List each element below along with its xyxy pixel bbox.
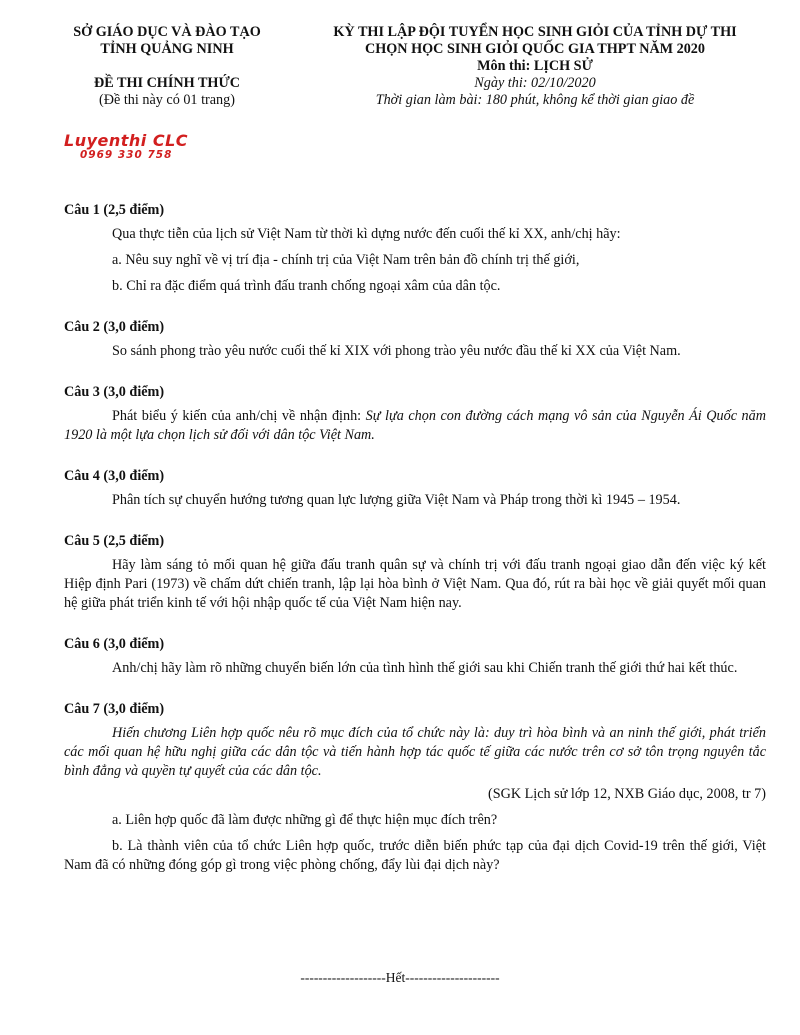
department-line-1: SỞ GIÁO DỤC VÀ ĐÀO TẠO	[73, 24, 261, 40]
header-left	[52, 24, 282, 109]
department-line-2: TỈNH QUẢNG NINH	[100, 41, 234, 57]
question-quote: Hiến chương Liên hợp quốc nêu rõ mục đích của tổ chức này là: duy trì hòa bình và an ninh thế giới, phát triển các mối quan hệ hữu nghị giữa các dân tộc và tiến hành hợp tác quốc tế giữa các nước trên cơ sở tôn trọng nguyên tắc bình đẳng và quyền tự quyết của các dân tộc.	[64, 725, 766, 779]
quote-source: (SGK Lịch sử lớp 12, NXB Giáo dục, 2008, tr 7)	[487, 786, 766, 802]
exam-title-line-1: KỲ THI LẬP ĐỘI TUYỂN HỌC SINH GIỎI CỦA TỈNH DỰ THI	[333, 24, 737, 40]
question-lead: Phát biểu ý kiến của anh/chị về nhận định:	[112, 408, 366, 424]
question-text: Hãy làm sáng tỏ mối quan hệ giữa đấu tranh quân sự và chính trị với đấu tranh ngoại giao dẫn đến việc ký kết Hiệp định Pari (1973) về chấm dứt chiến tranh, lập lại hòa bình ở Việt Nam. Qua đó, rút ra bài học về giải quyết mối quan hệ giữa phát triển kinh tế với hội nhập quốc tế của Việt Nam hiện nay.	[64, 557, 766, 611]
question-part-b: b. Là thành viên của tổ chức Liên hợp quốc, trước diễn biến phức tạp của đại dịch Covid-19 trên thế giới, Việt Nam đã có những đóng góp gì trong việc phòng chống, đẩy lùi đại dịch này?	[64, 838, 766, 873]
watermark-logo	[64, 132, 188, 161]
question-5	[64, 532, 766, 613]
question-2	[64, 318, 766, 361]
question-title: Câu 5 (2,5 điểm)	[64, 533, 165, 549]
question-text: Anh/chị hãy làm rõ những chuyển biến lớn của tình hình thế giới sau khi Chiến tranh thế giới thứ hai kết thúc.	[112, 660, 738, 676]
question-text: Qua thực tiễn của lịch sử Việt Nam từ thời kì dựng nước đến cuối thế kỉ XX, anh/chị hãy:	[112, 226, 621, 242]
official-exam-label: ĐỀ THI CHÍNH THỨC	[94, 75, 240, 91]
exam-content	[64, 201, 766, 897]
question-title: Câu 4 (3,0 điểm)	[64, 468, 165, 484]
exam-title-line-2: CHỌN HỌC SINH GIỎI QUỐC GIA THPT NĂM 2020	[364, 41, 705, 57]
end-marker: -------------------Hết---------------------	[300, 970, 500, 985]
watermark-phone: 0969 330 758	[80, 149, 173, 161]
question-6	[64, 635, 766, 678]
question-title: Câu 7 (3,0 điểm)	[64, 701, 165, 717]
question-3	[64, 383, 766, 445]
question-text	[64, 407, 766, 445]
question-title: Câu 6 (3,0 điểm)	[64, 636, 165, 652]
question-title: Câu 3 (3,0 điểm)	[64, 384, 165, 400]
exam-subject: Môn thi: LỊCH SỬ	[477, 58, 593, 74]
question-text: Phân tích sự chuyển hướng tương quan lực lượng giữa Việt Nam và Pháp trong thời kì 1945 – 1954.	[112, 492, 681, 508]
exam-duration: Thời gian làm bài: 180 phút, không kể thời gian giao đề	[375, 92, 695, 108]
question-7	[64, 700, 766, 875]
exam-date: Ngày thi: 02/10/2020	[474, 75, 596, 91]
question-1	[64, 201, 766, 296]
question-part-b: b. Chỉ ra đặc điểm quá trình đấu tranh chống ngoại xâm của dân tộc.	[112, 278, 501, 294]
pages-note: (Đề thi này có 01 trang)	[99, 92, 235, 108]
watermark-name: Luyenthi CLC	[64, 131, 189, 150]
question-part-a: a. Nêu suy nghĩ về vị trí địa - chính trị của Việt Nam trên bản đồ chính trị thế giới,	[112, 252, 580, 268]
question-quote: Sự lựa chọn con đường cách mạng vô sản của Nguyễn Ái Quốc năm 1920 là một lựa chọn lịch sử đối với dân tộc Việt Nam.	[64, 408, 766, 443]
header-right	[300, 24, 770, 109]
question-title: Câu 1 (2,5 điểm)	[64, 202, 165, 218]
question-text: So sánh phong trào yêu nước cuối thế kỉ XIX với phong trào yêu nước đầu thế kỉ XX của Việt Nam.	[112, 343, 681, 359]
question-part-a: a. Liên hợp quốc đã làm được những gì để thực hiện mục đích trên?	[112, 812, 498, 828]
question-title: Câu 2 (3,0 điểm)	[64, 319, 165, 335]
question-4	[64, 467, 766, 510]
